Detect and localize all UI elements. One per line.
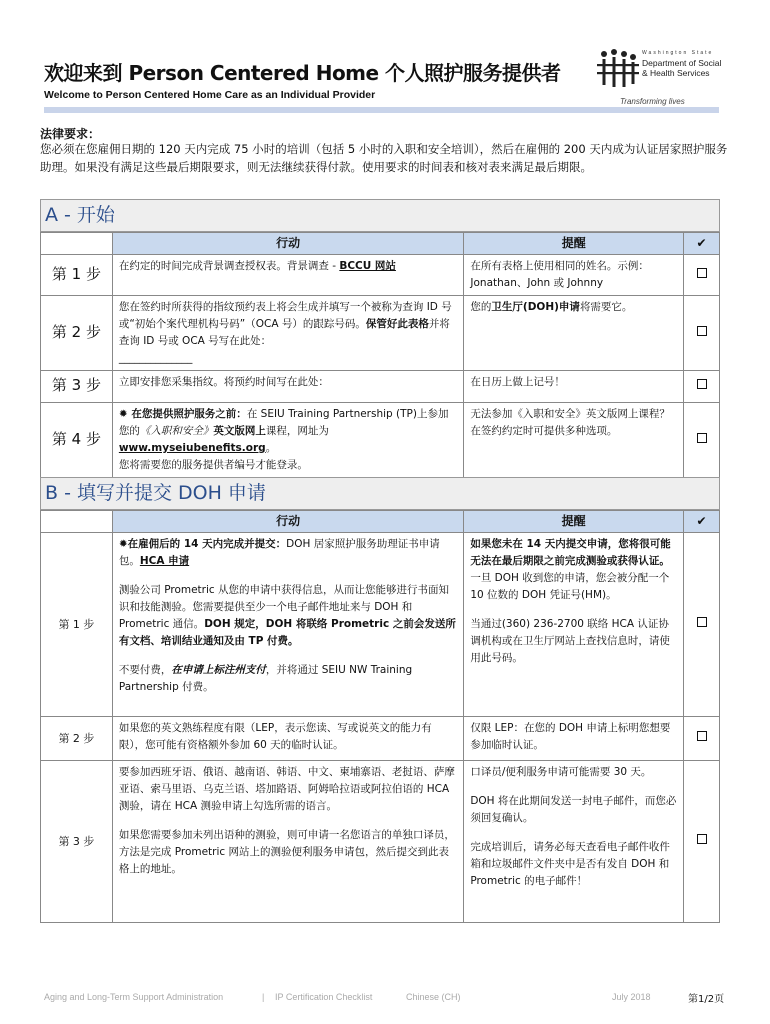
step-label: 第 1 步 (58, 617, 95, 631)
table-row (41, 255, 720, 296)
header-rule (44, 107, 719, 113)
dshs-logo (596, 44, 722, 106)
section-a-title: A - 开始 (45, 204, 115, 226)
legal-text: 您必须在您雇佣日期的 120 天内完成 75 小时的培训（包括 5 小时的入职和安全培训），然后在雇佣的 200 天内成为认证居家照护服务助理。如果没有满足这些最后期限要求，则无法继续获得付款。使用要求的时间表和核对表来满足最后期限。 (40, 142, 728, 174)
table-row (41, 403, 720, 478)
step-label: 第 1 步 (51, 264, 101, 283)
table-row (41, 533, 720, 717)
step-label: 第 3 步 (51, 376, 101, 394)
col-check: ✔ (684, 233, 720, 255)
step-label: 第 2 步 (51, 322, 101, 341)
checkbox[interactable] (697, 433, 707, 443)
dshs-people-icon (596, 48, 640, 92)
table-header-row (41, 511, 720, 533)
action-cell: 如果您的英文熟练程度有限（LEP，表示您读、写或说英文的能力有限），您可能有资格额外参加 60 天的临时认证。 (112, 717, 463, 761)
reminder-cell: 如果您未在 14 天内提交申请，您将很可能无法在最后期限之前完成测验或获得认证。一旦 DOH 收到您的申请，您会被分配一个 10 位数的 DOH 凭证号(HM)。 当通过(360) 236-2700 联络 HCA 认证协调机构或在卫生厅网站上查找信息时，请使用此号码。 (464, 533, 684, 717)
checkbox[interactable] (697, 268, 707, 278)
table-row (41, 761, 720, 923)
step-label: 第 2 步 (58, 731, 95, 745)
logo-tagline: Transforming lives (620, 97, 685, 106)
footer-doc: IP Certification Checklist (275, 992, 373, 1002)
logo-department: Department of Social & Health Services (642, 58, 722, 78)
checkbox[interactable] (697, 326, 707, 336)
col-reminder: 提醒 (464, 233, 684, 255)
step-label: 第 3 步 (58, 834, 95, 848)
col-action: 行动 (112, 233, 464, 255)
legal-heading: 法律要求： (40, 127, 101, 141)
table-row (41, 371, 720, 403)
reminder-cell: 口译员/便利服务申请可能需要 30 天。 DOH 将在此期间发送一封电子邮件，而您必须回复确认。 完成培训后，请务必每天查看电子邮件收件箱和垃圾邮件文件夹中是否有发自 DOH 和 Prometric 的电子邮件！ (464, 761, 684, 923)
footer-separator: | (262, 992, 265, 1002)
action-cell: 要参加西班牙语、俄语、越南语、韩语、中文、柬埔寨语、老挝语、萨摩亚语、索马里语、乌克兰语、塔加路语、阿姆哈拉语或阿拉伯语的 HCA 测验，请在 HCA 测验申请上勾选所需的语言。 如果您需要参加未列出语种的测验，则可申请一名您语言的单独口译员，方法是完成 Prometric 网站上的测验便利服务申请包，然后提交到此表格上的地址。 (112, 761, 463, 923)
action-cell: 在约定的时间完成背景调查授权表。背景调查 - BCCU 网站 (112, 255, 464, 296)
checkbox[interactable] (697, 379, 707, 389)
footer-page-number: 第1/2页 (688, 994, 725, 1005)
checkbox[interactable] (697, 834, 707, 844)
logo-state: Washington State (642, 50, 714, 56)
action-cell: ✹在雇佣后的 14 天内完成并提交：DOH 居家照护服务助理证书申请包。HCA 申请 测验公司 Prometric 从您的申请中获得信息，从而让您能够进行书面知识和技能测验。您需要提供至少一个电子邮件地址来与 DOH 和 Prometric 通信。DOH 规定，DOH 将联络 Prometric 之前会发送所有文档、培训结业通知及由 TP 付费。 不要付费，在申请上标注州支付，并将通过 SEIU NW Training Partnership 付费。 (112, 533, 463, 717)
reminder-cell: 您的卫生厅(DOH)申请将需要它。 (464, 296, 684, 371)
hca-application-link[interactable]: HCA 申请 (139, 555, 190, 567)
checkbox[interactable] (697, 731, 707, 741)
reminder-cell: 在所有表格上使用相同的姓名。示例：Jonathan、John 或 Johnny (464, 255, 684, 296)
section-b-header (40, 477, 720, 510)
col-action: 行动 (112, 511, 463, 533)
action-cell: 立即安排您采集指纹。将预约时间写在此处： (112, 371, 464, 403)
col-reminder: 提醒 (464, 511, 684, 533)
footer-language: Chinese (CH) (406, 992, 461, 1002)
seiu-benefits-link[interactable]: www.myseiubenefits.org (118, 442, 266, 454)
oca-blank: ______________ (118, 352, 193, 364)
action-cell: ✹ 在您提供照护服务之前：在 SEIU Training Partnership (TP)上参加您的《入职和安全》英文版网上课程，网址为 www.myseiubenefits.org。 您将需要您的服务提供者编号才能登录。 (112, 403, 464, 478)
page-title: 欢迎来到 Person Centered Home 个人照护服务提供者 (44, 61, 561, 85)
checkbox[interactable] (697, 617, 707, 627)
page-subtitle: Welcome to Person Centered Home Care as an Individual Provider (44, 89, 376, 101)
table-row (41, 296, 720, 371)
footer-date: July 2018 (612, 992, 651, 1002)
section-a-table (40, 232, 720, 478)
reminder-cell: 在日历上做上记号！ (464, 371, 684, 403)
section-a-header (40, 199, 720, 232)
bccu-link[interactable]: BCCU 网站 (339, 260, 396, 272)
table-row (41, 717, 720, 761)
section-b-table (40, 510, 720, 923)
section-b-title: B - 填写并提交 DOH 申请 (45, 482, 266, 504)
table-header-row (41, 233, 720, 255)
reminder-cell: 无法参加《入职和安全》英文版网上课程？在签约约定时可提供多种选项。 (464, 403, 684, 478)
col-check: ✔ (684, 511, 720, 533)
step-label: 第 4 步 (51, 429, 101, 448)
action-cell: 您在签约时所获得的指纹预约表上将会生成并填写一个被称为查询 ID 号或“初始个案代理机构号码”（OCA 号）的跟踪号码。保管好此表格并将查询 ID 号或 OCA 号写在此处： ______________ (112, 296, 464, 371)
reminder-cell: 仅限 LEP：在您的 DOH 申请上标明您想要参加临时认证。 (464, 717, 684, 761)
footer-agency: Aging and Long-Term Support Administration (44, 992, 224, 1002)
